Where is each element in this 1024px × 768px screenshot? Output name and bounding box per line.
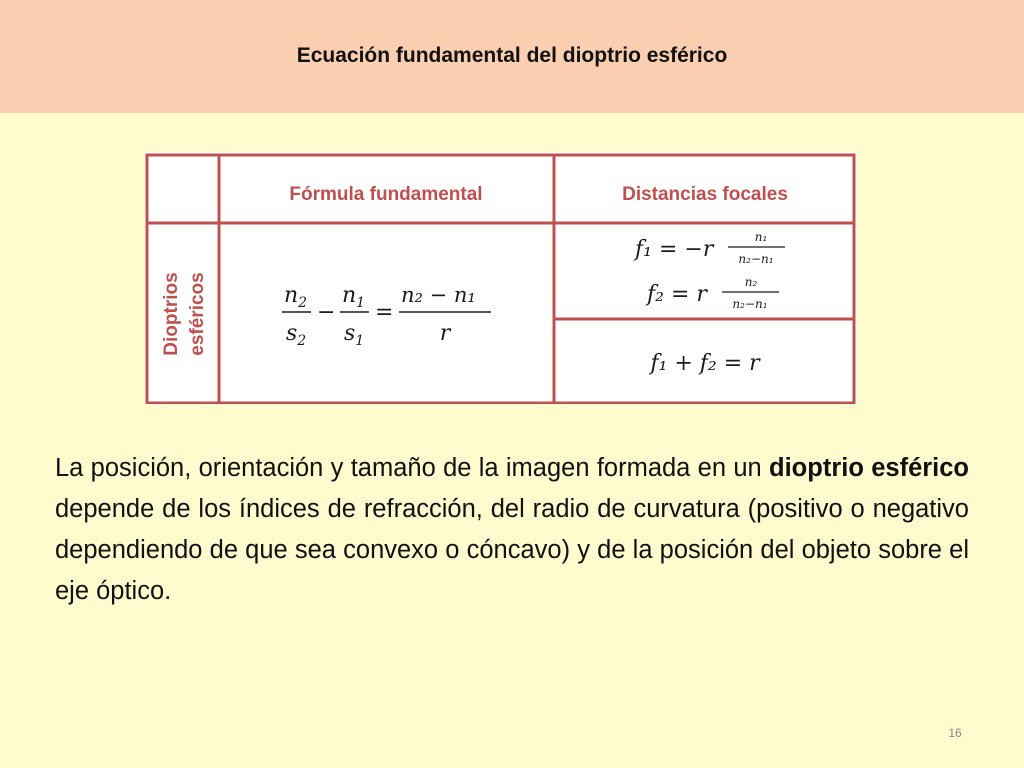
formula-num2: $n_1$: [342, 283, 366, 311]
focal-f1-num: n₁: [754, 230, 768, 244]
focal-sum: f₁ + f₂ = r: [650, 351, 760, 376]
row-label-line2: esféricos: [187, 272, 208, 356]
formula-den2: $s_1$: [344, 321, 365, 349]
row-label-line1: Dioptrios: [161, 272, 182, 356]
body-paragraph: [55, 448, 969, 612]
body-text-part2: depende de los índices de refracción, del radio de curvatura (positivo o negativo dependiendo de que sea convexo o cóncavo) y de la posición del objeto sobre el eje óptico.: [55, 495, 969, 605]
formula-minus: −: [317, 300, 336, 325]
formula-num1: $n_2$: [284, 283, 308, 311]
focal-f2: [645, 275, 779, 311]
focal-f1-den: n₂−n₁: [738, 252, 774, 266]
focal-f1: [633, 230, 785, 266]
body-text-bold: dioptrio esférico: [769, 454, 970, 482]
focal-f2-num: n₂: [744, 275, 758, 289]
formula-table-graphic: [145, 152, 857, 404]
focal-f2-lhs: f₂ = r: [647, 282, 707, 307]
formula-rhs-num: n₂ − n₁: [401, 283, 476, 307]
focal-f1-lhs: f₁ = −r: [635, 237, 714, 262]
focal-f2-den: n₂−n₁: [732, 297, 768, 311]
column-header-focal: Distancias focales: [622, 184, 788, 205]
formula-table: [145, 152, 857, 404]
formula-den1: $s_2$: [286, 321, 307, 349]
formula-rhs-den: r: [439, 321, 451, 346]
page-number: 16: [948, 726, 962, 740]
row-label: [161, 272, 208, 355]
column-header-formula: Fórmula fundamental: [289, 184, 483, 205]
fundamental-formula: [282, 283, 491, 349]
slide-title: Ecuación fundamental del dioptrio esférico: [296, 44, 728, 67]
formula-equals: =: [375, 300, 394, 325]
body-text-part1: La posición, orientación y tamaño de la imagen formada en un: [55, 454, 770, 482]
